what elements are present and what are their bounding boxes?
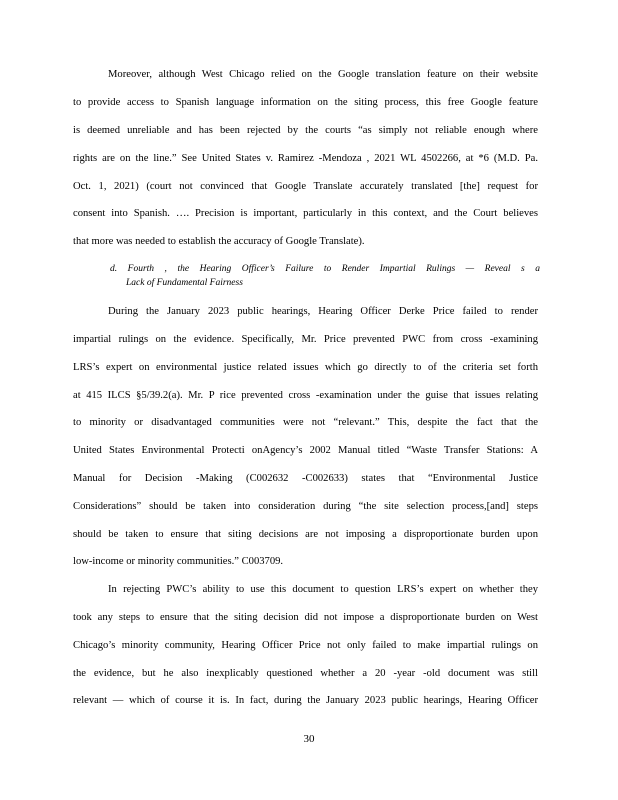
paragraph-2-line-3: LRS’s expert on environmental justice related issues which go directly to of the criteria set forth: [73, 362, 538, 373]
paragraph-1-line-3: is deemed unreliable and has been rejected by the courts “as simply not reliable enough where: [73, 125, 538, 136]
paragraph-2-line-10: low-income or minority communities.” C003709.: [73, 556, 284, 567]
paragraph-2-line-6: United States Environmental Protecti onAgency’s 2002 Manual titled “Waste Transfer Stations: A: [73, 445, 538, 456]
paragraph-3-line-1: In rejecting PWC’s ability to use this document to question LRS’s expert on whether they: [108, 584, 538, 595]
page-number: 30: [303, 733, 315, 745]
paragraph-1-line-1: Moreover, although West Chicago relied on the Google translation feature on their website: [108, 69, 538, 80]
paragraph-1-line-2: to provide access to Spanish language information on the siting process, this free Google feature: [73, 97, 538, 108]
paragraph-1-line-5: Oct. 1, 2021) (court not convinced that Google Translate accurately translated [the] request for: [73, 181, 538, 192]
paragraph-1-line-7: that more was needed to establish the accuracy of Google Translate).: [73, 236, 365, 247]
paragraph-3-line-4: the evidence, but he also inexplicably questioned whether a 20 -year -old document was still: [73, 668, 538, 679]
paragraph-2-line-7: Manual for Decision -Making (C002632 -C002633) states that “Environmental Justice: [73, 473, 538, 484]
paragraph-3-line-3: Chicago’s minority community, Hearing Officer Price not only failed to make impartial rulings on: [73, 640, 538, 651]
paragraph-1-line-4: rights are on the line.” See United States v. Ramirez -Mendoza , 2021 WL 4502266, at *6 (M.D. Pa.: [73, 153, 538, 164]
paragraph-3-line-2: took any steps to ensure that the siting decision did not impose a disproportionate burden on West: [73, 612, 538, 623]
paragraph-2-line-9: should be taken to ensure that siting decisions are not imposing a disproportionate burden upon: [73, 529, 538, 540]
section-heading-line-2: Lack of Fundamental Fairness: [126, 278, 243, 288]
paragraph-2-line-1: During the January 2023 public hearings, Hearing Officer Derke Price failed to render: [108, 306, 538, 317]
paragraph-2-line-4: at 415 ILCS §5/39.2(a). Mr. P rice prevented cross -examination under the guise that issues relating: [73, 390, 538, 401]
paragraph-3-line-5: relevant — which of course it is. In fact, during the January 2023 public hearings, Hearing Officer: [73, 695, 538, 706]
paragraph-1-line-6: consent into Spanish. …. Precision is important, particularly in this context, and the Court believes: [73, 208, 538, 219]
section-heading-line-1: d. Fourth , the Hearing Officer’s Failure to Render Impartial Rulings — Reveal s a: [110, 264, 540, 274]
paragraph-2-line-5: to minority or disadvantaged communities were not “relevant.” This, despite the fact that the: [73, 417, 538, 428]
paragraph-2-line-2: impartial rulings on the evidence. Specifically, Mr. Price prevented PWC from cross -examining: [73, 334, 538, 345]
paragraph-2-line-8: Considerations” should be taken into consideration during “the site selection process,[and] steps: [73, 501, 538, 512]
